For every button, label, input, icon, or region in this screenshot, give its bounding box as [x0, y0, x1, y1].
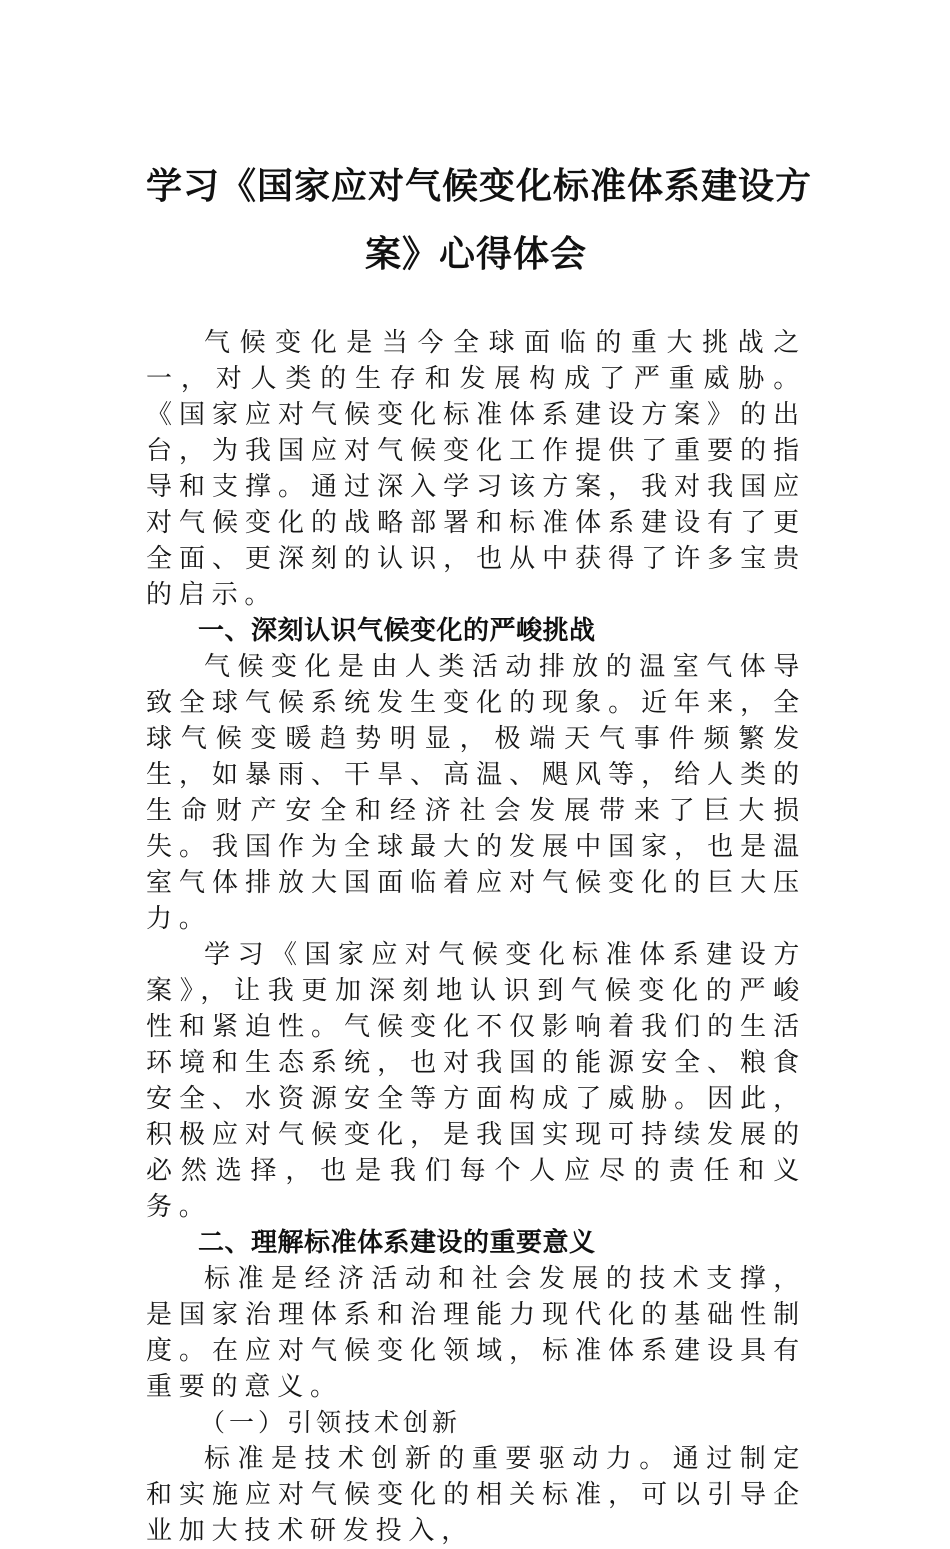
section-1-paragraph-1: 气候变化是由人类活动排放的温室气体导致全球气候系统发生变化的现象。近年来，全球气候变暖趋势明显，极端天气事件频繁发生，如暴雨、干旱、高温、飓风等，给人类的生命财产安全和经济社会发展带来了巨大损失。我国作为全球最大的发展中国家，也是温室气体排放大国面临着应对气候变化的巨大压力。	[146, 652, 806, 934]
subsection-1-heading: （一）引领技术创新	[200, 1408, 462, 1437]
section-1-heading: 一、深刻认识气候变化的严峻挑战	[198, 616, 596, 646]
document-title-line-2: 案》心得体会	[364, 233, 587, 275]
section-2-heading: 二、理解标准体系建设的重要意义	[198, 1228, 596, 1258]
intro-paragraph: 气候变化是当今全球面临的重大挑战之一，对人类的生存和发展构成了严重威胁。《国家应对气候变化标准体系建设方案》的出台，为我国应对气候变化工作提供了重要的指导和支撑。通过深入学习该方案，我对我国应对气候变化的战略部署和标准体系建设有了更全面、更深刻的认识，也从中获得了许多宝贵的启示。	[146, 328, 806, 610]
document-title-line-1: 学习《国家应对气候变化标准体系建设方	[146, 165, 813, 207]
section-2-paragraph-1: 标准是经济活动和社会发展的技术支撑，是国家治理体系和治理能力现代化的基础性制度。在应对气候变化领域，标准体系建设具有重要的意义。	[146, 1264, 806, 1402]
document-body	[146, 325, 806, 1549]
section-1-paragraph-2: 学习《国家应对气候变化标准体系建设方案》，让我更加深刻地认识到气候变化的严峻性和紧迫性。气候变化不仅影响着我们的生活环境和生态系统，也对我国的能源安全、粮食安全、水资源安全等方面构成了威胁。因此，积极应对气候变化，是我国实现可持续发展的必然选择，也是我们每个人应尽的责任和义务。	[146, 940, 806, 1222]
subsection-1-paragraph-1: 标准是技术创新的重要驱动力。通过制定和实施应对气候变化的相关标准，可以引导企业加大技术研发投入，	[146, 1444, 806, 1546]
